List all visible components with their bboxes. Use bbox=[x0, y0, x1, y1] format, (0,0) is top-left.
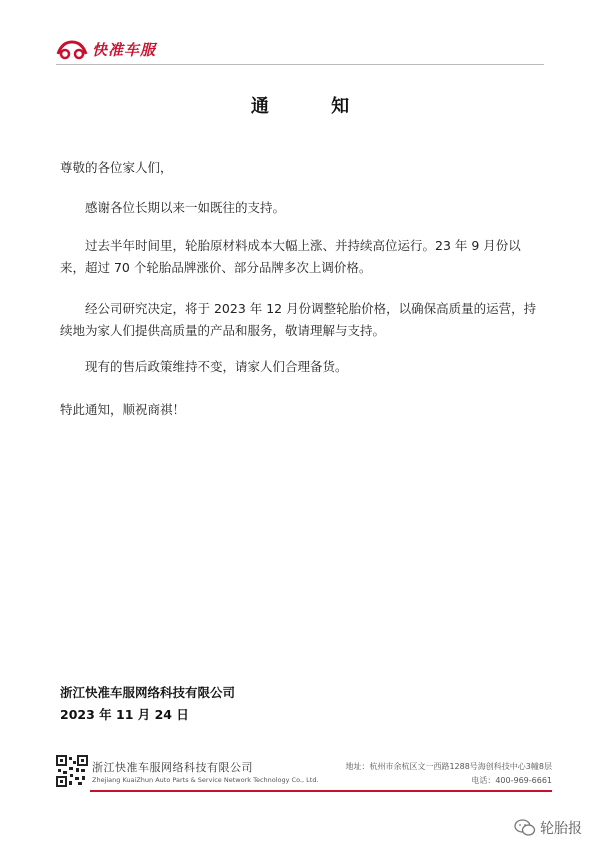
header-divider bbox=[56, 64, 544, 65]
letterhead-footer bbox=[56, 755, 552, 791]
paragraph-after-sales: 现有的售后政策维持不变，请家人们合理备货。 bbox=[85, 359, 348, 374]
qr-code-icon bbox=[56, 755, 88, 787]
paragraph-thanks: 感谢各位长期以来一如既往的支持。 bbox=[85, 200, 286, 215]
footer-address: 地址：杭州市余杭区文一西路1288号海创科技中心3幢8层 bbox=[345, 762, 552, 771]
notice-title: 通 知 bbox=[250, 96, 378, 117]
paragraph-price-adjustment: 经公司研究决定，将于 2023 年 12 月份调整轮胎价格，以确保高质量的运营，持续地为家人们提供高质量的产品和服务，敬请理解与支持。 bbox=[60, 301, 537, 338]
footer-company-cn: 浙江快准车服网络科技有限公司 bbox=[92, 761, 253, 774]
company-logo bbox=[56, 36, 156, 62]
wechat-icon bbox=[514, 819, 536, 837]
car-logo-icon bbox=[56, 38, 88, 60]
logo-text: 快准车服 bbox=[92, 40, 157, 59]
signature-date: 2023 年 11 月 24 日 bbox=[60, 707, 189, 722]
footer-divider bbox=[90, 790, 552, 792]
greeting: 尊敬的各位家人们， bbox=[60, 160, 173, 175]
watermark bbox=[514, 818, 582, 838]
signature-company: 浙江快准车服网络科技有限公司 bbox=[60, 685, 236, 700]
paragraph-cost-rise: 过去半年时间里，轮胎原材料成本大幅上涨、并持续高位运行。23 年 9 月份以来，超过 70 个轮胎品牌涨价、部分品牌多次上调价格。 bbox=[60, 238, 521, 275]
watermark-text: 轮胎报 bbox=[540, 821, 582, 837]
footer-phone: 电话：400-969-6661 bbox=[471, 776, 552, 785]
closing-line: 特此通知，顺祝商祺！ bbox=[60, 402, 186, 417]
footer-company-en: Zhejiang KuaiZhun Auto Parts & Service Network Technology Co., Ltd. bbox=[92, 776, 319, 784]
